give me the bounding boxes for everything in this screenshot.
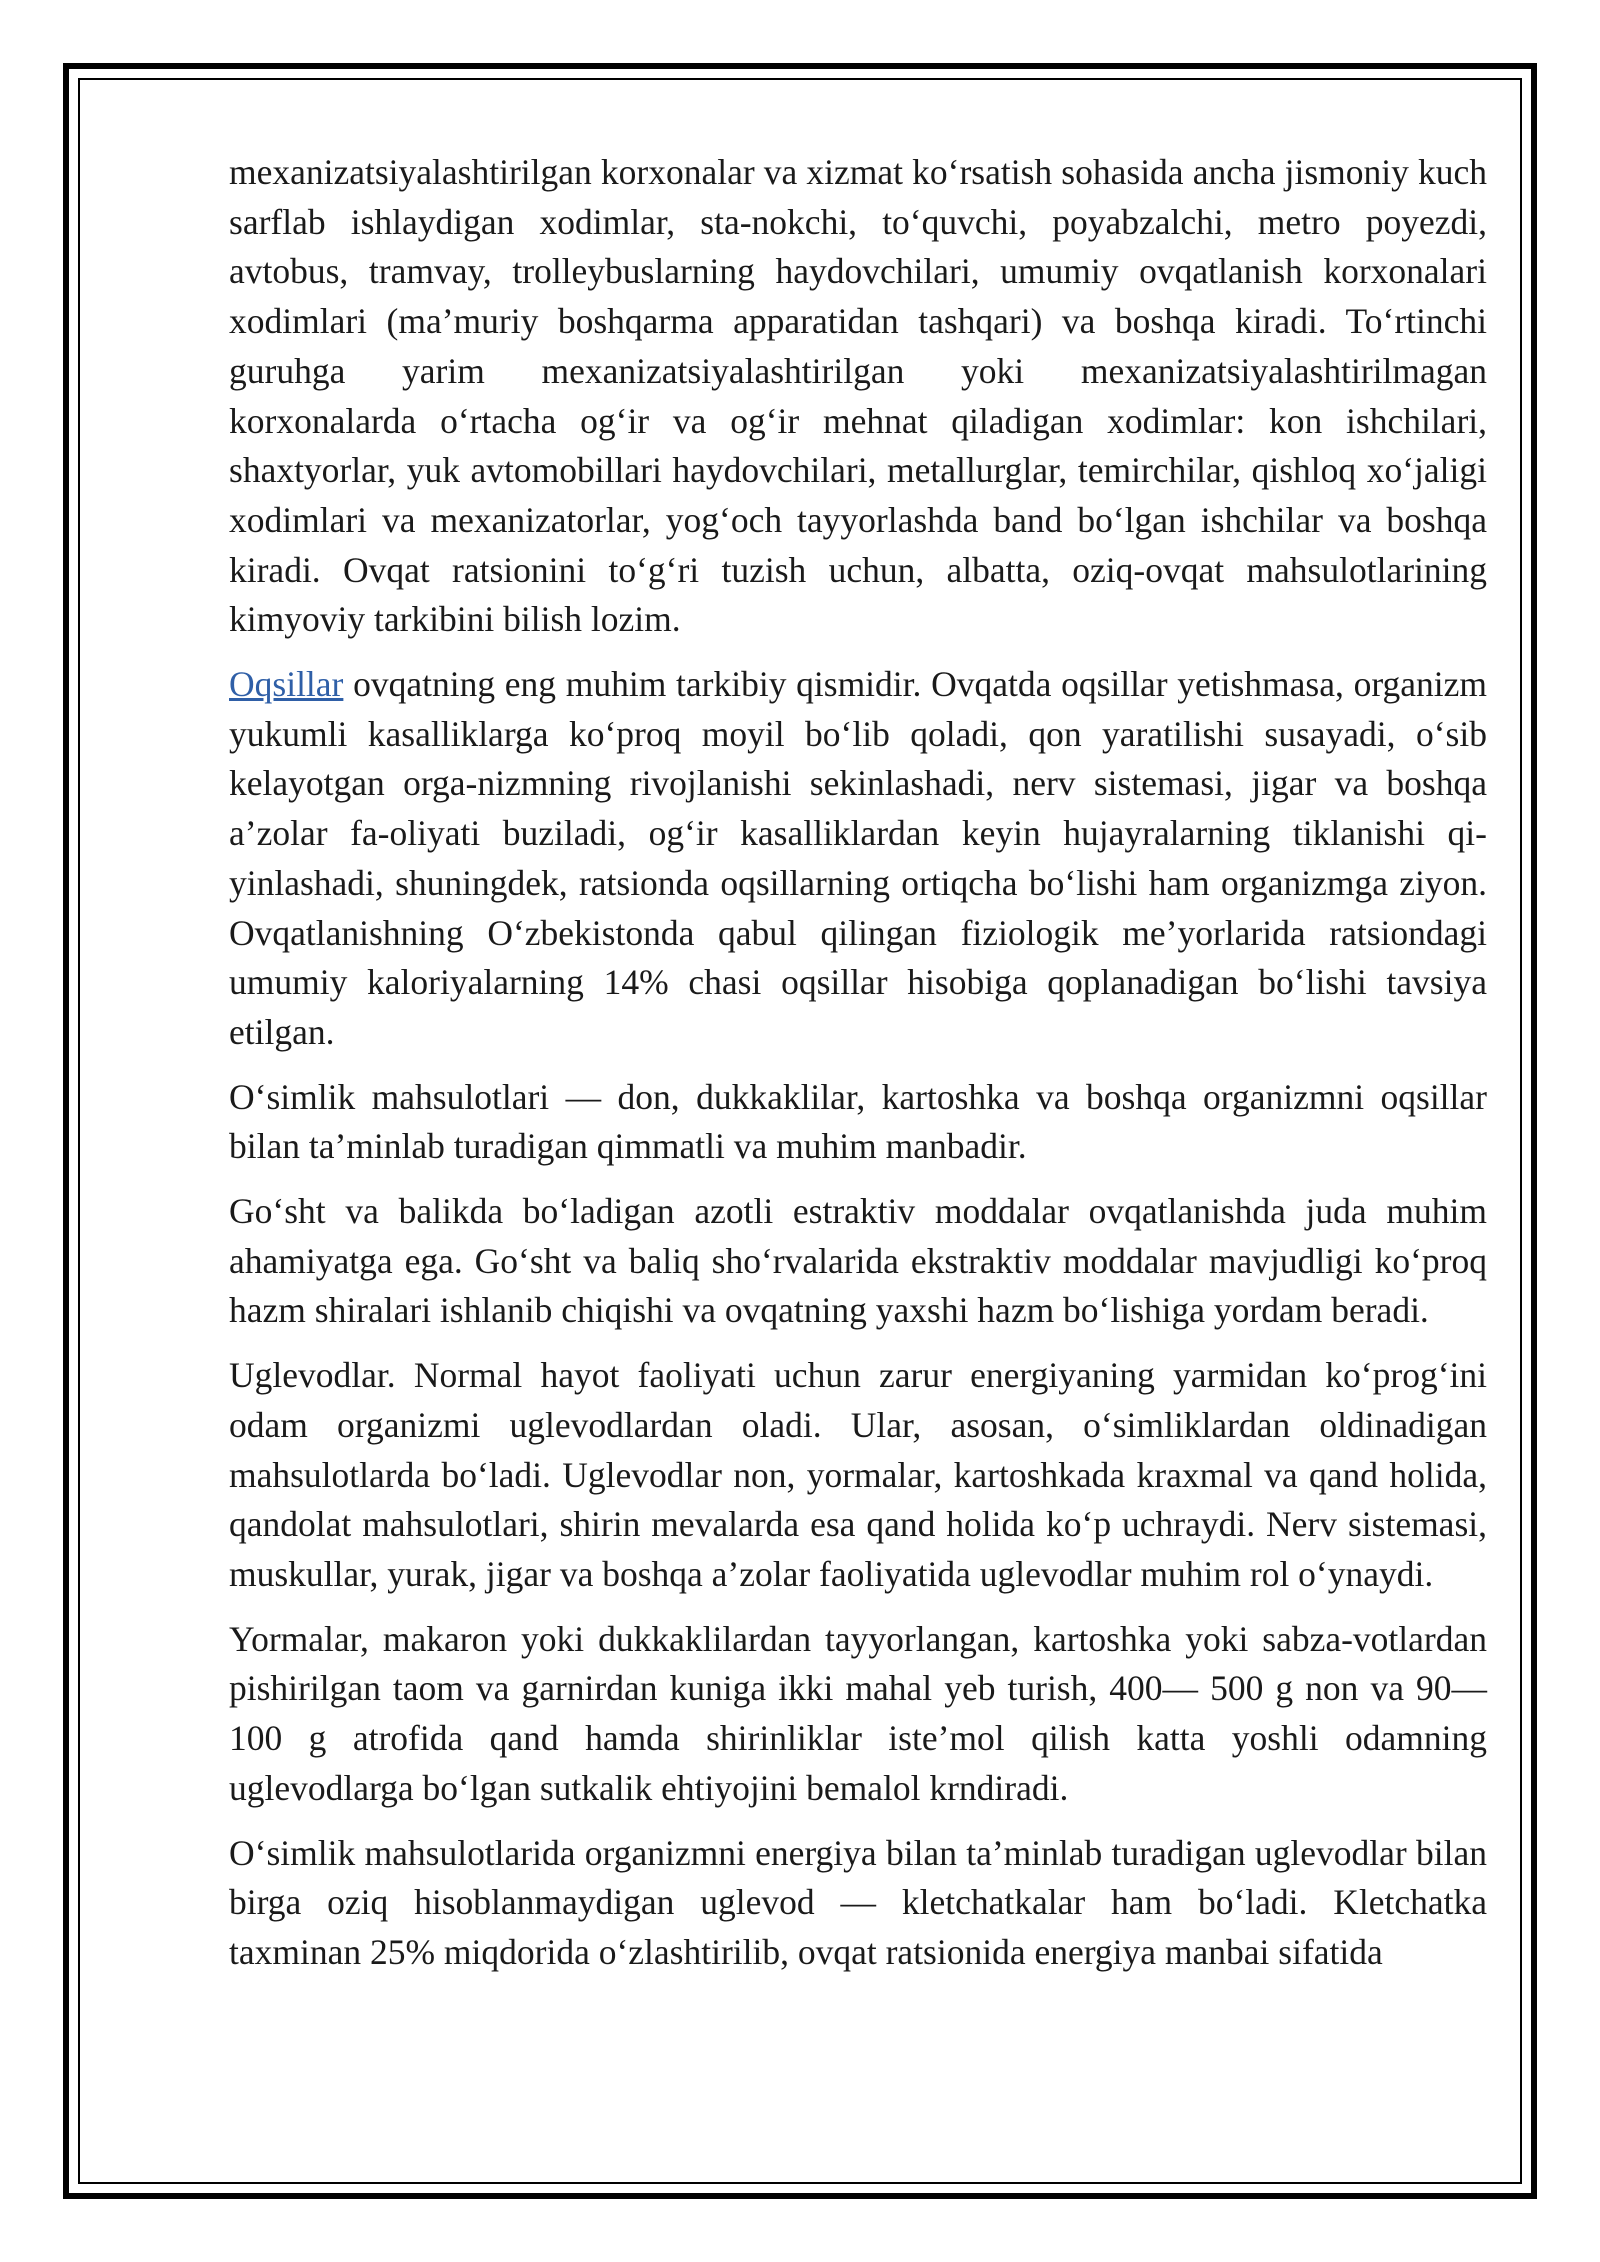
- paragraph-proteins: [229, 660, 1487, 1058]
- paragraph-fiber: O‘simlik mahsulotlarida organizmni energiya bilan ta’minlab turadigan uglevodlar bilan birga oziq hisoblanmaydigan uglevod — kletchatkalar ham bo‘ladi. Kletchatka taxminan 25% miqdorida o‘zlashtirilib, ovqat ratsionida energiya manbai sifatida: [229, 1832, 1487, 1972]
- paragraph-groups: mexanizatsiyalashtirilgan korxonalar va xizmat ko‘rsatish sohasida ancha jismoniy kuch sarflab ishlaydigan xodimlar, sta-nokchi, to‘quvchi, poyabzalchi, metro poyezdi, avtobus, tramvay, trolleybuslarning haydovchilari, umumiy ovqatlanish korxonalari xodimlari (ma’muriy boshqarma apparatidan tashqari) va boshqa kiradi. To‘rtinchi guruhga yarim mexanizatsiyalashtirilgan yoki mexanizatsiyalashtirilmagan korxonalarda o‘rtacha og‘ir va og‘ir mehnat qiladigan xodimlar: kon ishchilari, shaxtyorlar, yuk avtomobillari haydovchilari, metallurglar, temirchilar, qishloq xo‘jaligi xodimlari va mexanizatorlar, yog‘och tayyorlashda band bo‘lgan ishchilar va boshqa kiradi. Ovqat ratsionini to‘g‘ri tuzish uchun, albatta, oziq-ovqat mahsulotlarining kimyoviy tarkibini bilish lozim.: [229, 152, 1487, 640]
- paragraph-plant-products: O‘simlik mahsulotlari — don, dukkaklilar, kartoshka va boshqa organizmni oqsillar bilan ta’minlab turadigan qimmatli va muhim manbadir.: [229, 1076, 1487, 1167]
- document-body: [229, 148, 1487, 1993]
- paragraph-proteins-text: ovqatning eng muhim tarkibiy qismidir. Ovqatda oqsillar yetishmasa, organizm yukumli kasalliklarga ko‘proq moyil bo‘lib qoladi, qon yaratilishi susayadi, o‘sib kelayotgan orga-nizmning rivojlanishi sekinlashadi, nerv sistemasi, jigar va boshqa a’zolar fa-oliyati buziladi, og‘ir kasalliklardan keyin hujayralarning tiklanishi qi-yinlashadi, shuningdek, ratsionda oqsillarning ortiqcha bo‘lishi ham organizmga ziyon. Ovqatlanishning O‘zbekistonda qabul qilingan fiziologik me’yorlarida ratsiondagi umumiy kaloriyalarning 14% chasi oqsillar hisobiga qoplanadigan bo‘lishi tavsiya etilgan.: [229, 664, 1487, 1052]
- paragraph-carbohydrates: Uglevodlar. Normal hayot faoliyati uchun zarur energiyaning yarmidan ko‘prog‘ini odam organizmi uglevodlardan oladi. Ular, asosan, o‘simliklardan oldinadigan mahsulotlarda bo‘ladi. Uglevodlar non, yormalar, kartoshkada kraxmal va qand holida, qandolat mahsulotlari, shirin mevalarda esa qand holida ko‘p uchraydi. Nerv sistemasi, muskullar, yurak, jigar va boshqa a’zolar faoliyatida uglevodlar muhim rol o‘ynaydi.: [229, 1355, 1487, 1594]
- paragraph-meat-fish: Go‘sht va balikda bo‘ladigan azotli estraktiv moddalar ovqatlanishda juda muhim ahamiyatga ega. Go‘sht va baliq sho‘rvalarida ekstraktiv moddalar mavjudligi ko‘proq hazm shiralari ishlanib chiqishi va ovqatning yaxshi hazm bo‘lishiga yordam beradi.: [229, 1191, 1487, 1331]
- proteins-link[interactable]: Oqsillar: [229, 664, 344, 705]
- paragraph-cereals: Yormalar, makaron yoki dukkaklilardan tayyorlangan, kartoshka yoki sabza-votlardan pishirilgan taom va garnirdan kuniga ikki mahal yeb turish, 400— 500 g non va 90—100 g atrofida qand hamda shirinliklar iste’mol qilish katta yoshli odamning uglevodlarga bo‘lgan sutkalik ehtiyojini bemalol krndiradi.: [229, 1618, 1487, 1808]
